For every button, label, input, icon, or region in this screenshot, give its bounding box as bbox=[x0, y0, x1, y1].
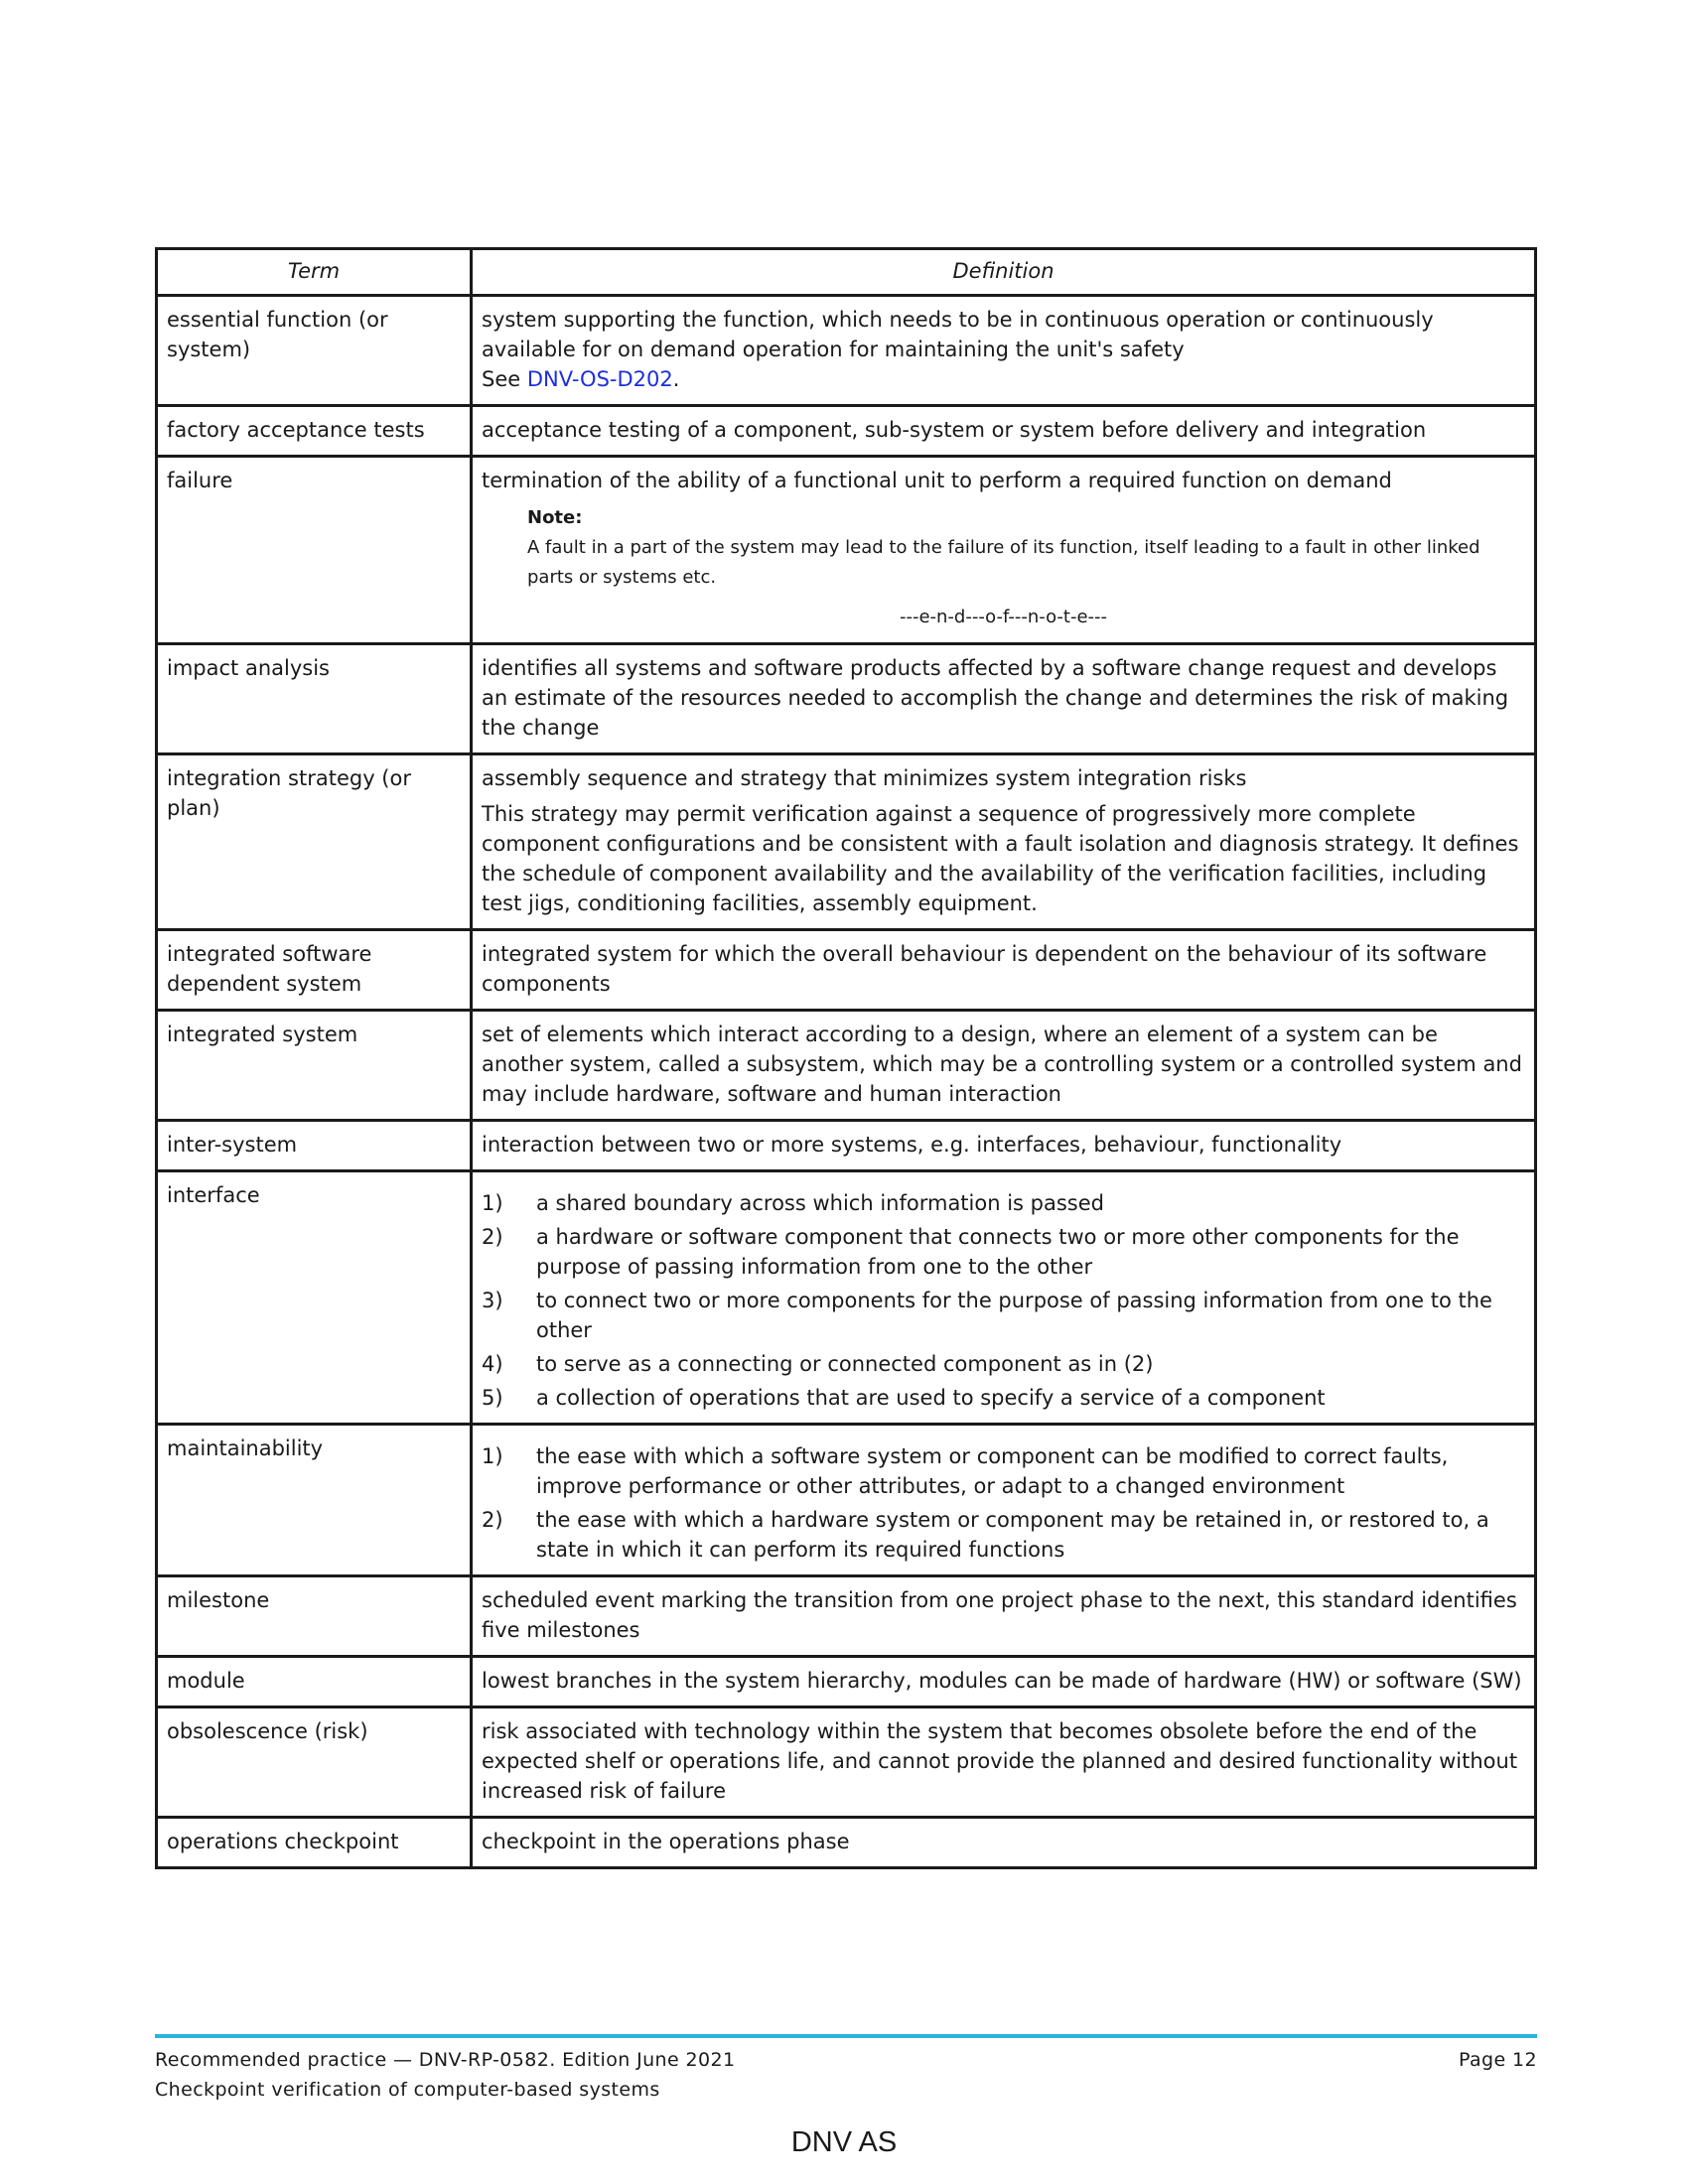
definition-text: system supporting the function, which needs to be in continuous operation or continuously available for on demand operation for maintaining the unit's safety bbox=[482, 308, 1434, 361]
list-item bbox=[482, 1286, 1525, 1345]
footer-document-title: Recommended practice — DNV-RP-0582. Edition June 2021 bbox=[155, 2049, 736, 2071]
list-item bbox=[482, 1222, 1525, 1282]
item-text: a collection of operations that are used to specify a service of a component bbox=[536, 1386, 1326, 1410]
list-item bbox=[482, 1188, 1525, 1218]
table-row bbox=[157, 754, 1536, 930]
item-number: 1) bbox=[482, 1191, 503, 1215]
table-row bbox=[157, 1011, 1536, 1121]
term-cell: factory acceptance tests bbox=[157, 406, 472, 457]
end-of-note: ---e-n-d---o-f---n-o-t-e--- bbox=[899, 607, 1108, 627]
see-also bbox=[482, 364, 1525, 394]
see-suffix: . bbox=[672, 367, 680, 391]
item-text: to serve as a connecting or connected component as in (2) bbox=[536, 1352, 1154, 1376]
item-number: 3) bbox=[482, 1289, 503, 1312]
term-cell: integrated software dependent system bbox=[157, 930, 472, 1011]
item-number: 5) bbox=[482, 1386, 503, 1410]
definition-cell: identifies all systems and software products affected by a software change request and develops an estimate of the resources needed to accomplish the change and determines the risk of making the change bbox=[472, 644, 1536, 754]
term-cell: impact analysis bbox=[157, 644, 472, 754]
numbered-list bbox=[482, 1188, 1525, 1413]
table-row bbox=[157, 1707, 1536, 1818]
definition-cell: set of elements which interact according to a design, where an element of a system can be another system, called a subsystem, which may be a controlling system or a controlled system and may include hardware, software and human interaction bbox=[472, 1011, 1536, 1121]
list-item bbox=[482, 1383, 1525, 1413]
term-cell: module bbox=[157, 1657, 472, 1707]
definition-cell: lowest branches in the system hierarchy, modules can be made of hardware (HW) or software (SW) bbox=[472, 1657, 1536, 1707]
term-cell: inter-system bbox=[157, 1121, 472, 1171]
footer-document-info bbox=[155, 2045, 735, 2105]
table-header-row bbox=[157, 249, 1536, 296]
item-number: 4) bbox=[482, 1352, 503, 1376]
note-block bbox=[482, 503, 1525, 593]
header-term: Term bbox=[157, 249, 472, 296]
term-cell: interface bbox=[157, 1171, 472, 1425]
definition-cell bbox=[472, 754, 1536, 930]
definition-cell bbox=[472, 457, 1536, 644]
definition-cell bbox=[472, 1425, 1536, 1576]
definition-text: termination of the ability of a functional unit to perform a required function on demand bbox=[482, 469, 1392, 492]
term-cell: operations checkpoint bbox=[157, 1818, 472, 1868]
table-row bbox=[157, 296, 1536, 406]
term-cell: obsolescence (risk) bbox=[157, 1707, 472, 1818]
item-text: a hardware or software component that connects two or more other components for the purpose of passing information from one to the other bbox=[536, 1225, 1460, 1279]
see-prefix: See bbox=[482, 367, 527, 391]
list-item bbox=[482, 1349, 1525, 1379]
reference-link[interactable]: DNV-OS-D202 bbox=[526, 367, 673, 391]
list-item bbox=[482, 1441, 1525, 1501]
table-row bbox=[157, 1576, 1536, 1657]
table-row bbox=[157, 457, 1536, 644]
item-number: 2) bbox=[482, 1225, 503, 1249]
item-text: the ease with which a hardware system or component may be retained in, or restored to, a state in which it can perform its required functions bbox=[536, 1508, 1489, 1562]
table-row bbox=[157, 644, 1536, 754]
definition-cell bbox=[472, 296, 1536, 406]
note-text: A fault in a part of the system may lead to the failure of its function, itself leading to a fault in other linked parts or systems etc. bbox=[527, 537, 1480, 588]
glossary-table bbox=[155, 247, 1537, 1869]
table-row bbox=[157, 1657, 1536, 1707]
term-cell: essential function (or system) bbox=[157, 296, 472, 406]
item-number: 1) bbox=[482, 1444, 503, 1468]
table-row bbox=[157, 406, 1536, 457]
item-text: the ease with which a software system or component can be modified to correct faults, improve performance or other attributes, or adapt to a changed environment bbox=[536, 1444, 1449, 1498]
publisher-name: DNV AS bbox=[790, 2126, 898, 2158]
item-number: 2) bbox=[482, 1508, 503, 1532]
definition-cell: risk associated with technology within the system that becomes obsolete before the end of the expected shelf or operations life, and cannot provide the planned and desired functionality without increased risk of failure bbox=[472, 1707, 1536, 1818]
footer-document-subtitle: Checkpoint verification of computer-based systems bbox=[155, 2079, 660, 2101]
definition-cell: integrated system for which the overall behaviour is dependent on the behaviour of its software components bbox=[472, 930, 1536, 1011]
item-text: to connect two or more components for the purpose of passing information from one to the other bbox=[536, 1289, 1492, 1342]
term-cell: maintainability bbox=[157, 1425, 472, 1576]
header-definition: Definition bbox=[472, 249, 1536, 296]
table-row bbox=[157, 930, 1536, 1011]
page-number: Page 12 bbox=[1458, 2049, 1537, 2071]
definition-cell bbox=[472, 1171, 1536, 1425]
definition-extra: This strategy may permit verification against a sequence of progressively more complete component configurations and be consistent with a fault isolation and diagnosis strategy. It defines the schedule of component availability and the availability of the verification facilities, including test jigs, conditioning facilities, assembly equipment. bbox=[482, 802, 1519, 915]
numbered-list bbox=[482, 1441, 1525, 1565]
table-row bbox=[157, 1121, 1536, 1171]
term-cell: integrated system bbox=[157, 1011, 472, 1121]
term-cell: integration strategy (or plan) bbox=[157, 754, 472, 930]
term-cell: milestone bbox=[157, 1576, 472, 1657]
table-row bbox=[157, 1171, 1536, 1425]
definition-cell: scheduled event marking the transition from one project phase to the next, this standard identifies five milestones bbox=[472, 1576, 1536, 1657]
table-row bbox=[157, 1425, 1536, 1576]
definition-cell: checkpoint in the operations phase bbox=[472, 1818, 1536, 1868]
footer-divider bbox=[155, 2034, 1537, 2038]
table-row bbox=[157, 1818, 1536, 1868]
definition-cell: acceptance testing of a component, sub-system or system before delivery and integration bbox=[472, 406, 1536, 457]
item-text: a shared boundary across which information is passed bbox=[536, 1191, 1104, 1215]
definition-text: assembly sequence and strategy that minimizes system integration risks bbox=[482, 766, 1247, 790]
definition-cell: interaction between two or more systems, e.g. interfaces, behaviour, functionality bbox=[472, 1121, 1536, 1171]
list-item bbox=[482, 1505, 1525, 1565]
term-cell: failure bbox=[157, 457, 472, 644]
note-title: Note: bbox=[527, 507, 583, 528]
